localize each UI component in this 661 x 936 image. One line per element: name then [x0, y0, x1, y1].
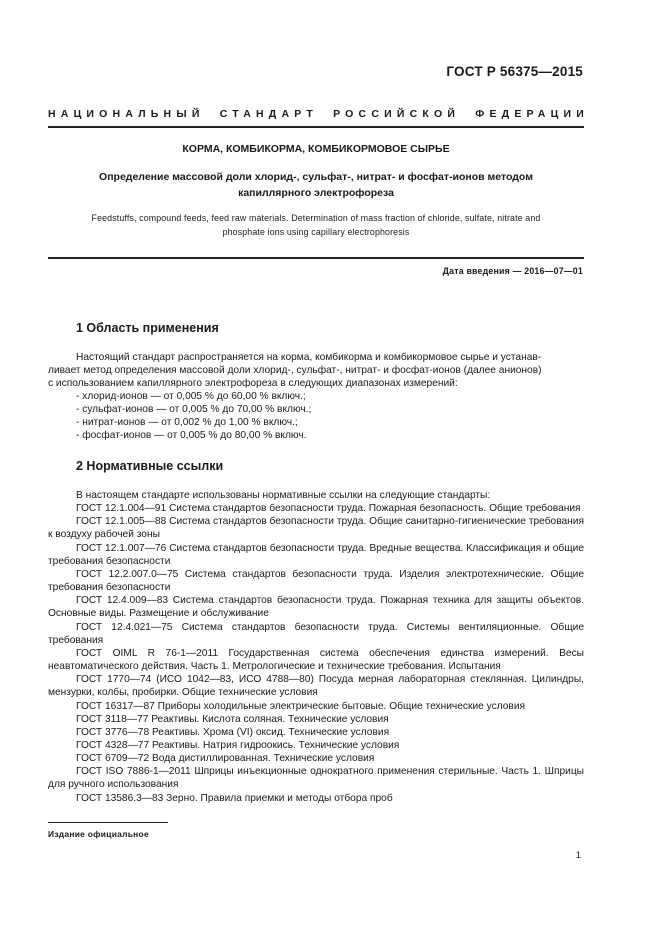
- reference-item: ГОСТ 12.2.007.0—75 Система стандартов безопасности труда. Изделия электротехнические. Общие требования безопасности: [48, 568, 584, 594]
- english-title-line: Feedstuffs, compound feeds, feed raw materials. Determination of mass fraction of chloride, sulfate, nitrate and: [91, 213, 541, 223]
- reference-item: ГОСТ 1770—74 (ИСО 1042—83, ИСО 4788—80) Посуда мерная лабораторная стеклянная. Цилиндры, мензурки, колбы, пробирки. Общие технические условия: [48, 674, 584, 699]
- paragraph-line: с использованием капиллярного электрофореза в следующих диапазонах измерений:: [48, 378, 458, 389]
- document-subtitle: [48, 169, 584, 201]
- reference-item: ГОСТ 4328—77 Реактивы. Натрия гидроокись. Технические условия: [76, 739, 400, 751]
- reference-item: ГОСТ 12.1.005—88 Система стандартов безопасности труда. Общие санитарно-гигиенические требования к воздуху рабочей зоны: [48, 516, 584, 541]
- references-list: [48, 489, 584, 805]
- list-item: - сульфат-ионов — от 0,005 % до 70,00 % включ.;: [76, 404, 312, 415]
- list-item: - хлорид-ионов — от 0,005 % до 60,00 % включ.;: [76, 391, 306, 402]
- paragraph-line: ливает метод определения массовой доли хлорид-, сульфат-, нитрат- и фосфат-ионов (далее анионов): [48, 365, 542, 376]
- national-standard-banner: [48, 108, 589, 120]
- reference-item: ГОСТ 13586.3—83 Зерно. Правила приемки и методы отбора проб: [76, 792, 393, 804]
- introduction-date: Дата введения — 2016—07—01: [442, 266, 583, 276]
- english-title: [48, 212, 584, 239]
- paragraph-line: Настоящий стандарт распространяется на корма, комбикорма и комбикормовое сырье и устанав-: [76, 352, 542, 363]
- edition-label: Издание официальное: [48, 829, 149, 839]
- document-title: КОРМА, КОМБИКОРМА, КОМБИКОРМОВОЕ СЫРЬЕ: [182, 143, 450, 155]
- list-item: - нитрат-ионов — от 0,002 % до 1,00 % включ.;: [76, 417, 298, 428]
- banner-word: НАЦИОНАЛЬНЫЙ: [48, 108, 205, 120]
- banner-word: РОССИЙСКОЙ: [333, 108, 461, 120]
- page-number: 1: [575, 850, 581, 861]
- references-intro: В настоящем стандарте использованы нормативные ссылки на следующие стандарты:: [76, 490, 491, 501]
- banner-word: ФЕДЕРАЦИИ: [475, 108, 589, 120]
- subtitle-line: Определение массовой доли хлорид-, сульфат-, нитрат- и фосфат-ионов методом: [99, 171, 533, 183]
- reference-item: ГОСТ 3776—78 Реактивы. Хрома (VI) оксид. Технические условия: [76, 726, 390, 738]
- reference-item: ГОСТ 3118—77 Реактивы. Кислота соляная. Технические условия: [76, 713, 389, 725]
- reference-item: ГОСТ 12.1.007—76 Система стандартов безопасности труда. Вредные вещества. Классификация и общие требования безопасности: [48, 542, 584, 567]
- section-1-body: [48, 351, 584, 442]
- english-title-line: phosphate ions using capillary electrophoresis: [222, 226, 410, 237]
- list-item: - фосфат-ионов — от 0,005 % до 80,00 % включ.: [76, 430, 307, 441]
- reference-item: ГОСТ ISO 7886-1—2011 Шприцы инъекционные однократного применения стерильные. Часть 1. Шприцы для ручного использования: [48, 766, 584, 791]
- title-divider: [48, 257, 584, 259]
- banner-word: СТАНДАРТ: [219, 108, 318, 120]
- reference-item: ГОСТ 12.4.021—75 Система стандартов безопасности труда. Системы вентиляционные. Общие требования: [48, 621, 584, 646]
- reference-item: ГОСТ 12.4.009—83 Система стандартов безопасности труда. Пожарная техника для защиты объектов. Основные виды. Размещение и обслуживание: [48, 595, 584, 620]
- document-number: ГОСТ Р 56375—2015: [446, 64, 583, 79]
- subtitle-line: капиллярного электрофореза: [238, 187, 394, 199]
- reference-item: ГОСТ 6709—72 Вода дистиллированная. Технические условия: [76, 753, 375, 765]
- footer-divider: [48, 822, 168, 823]
- header-divider: [48, 126, 584, 128]
- reference-item: ГОСТ OIML R 76-1—2011 Государственная система обеспечения единства измерений. Весы неавтоматического действия. Часть 1. Метрологические и технические требования. Испытания: [48, 647, 584, 673]
- reference-item: ГОСТ 12.1.004—91 Система стандартов безопасности труда. Пожарная безопасность. Общие требования: [76, 503, 581, 515]
- section-2-heading: 2 Нормативные ссылки: [76, 459, 224, 473]
- section-1-heading: 1 Область применения: [76, 321, 219, 335]
- reference-item: ГОСТ 16317—87 Приборы холодильные электрические бытовые. Общие технические условия: [76, 700, 526, 712]
